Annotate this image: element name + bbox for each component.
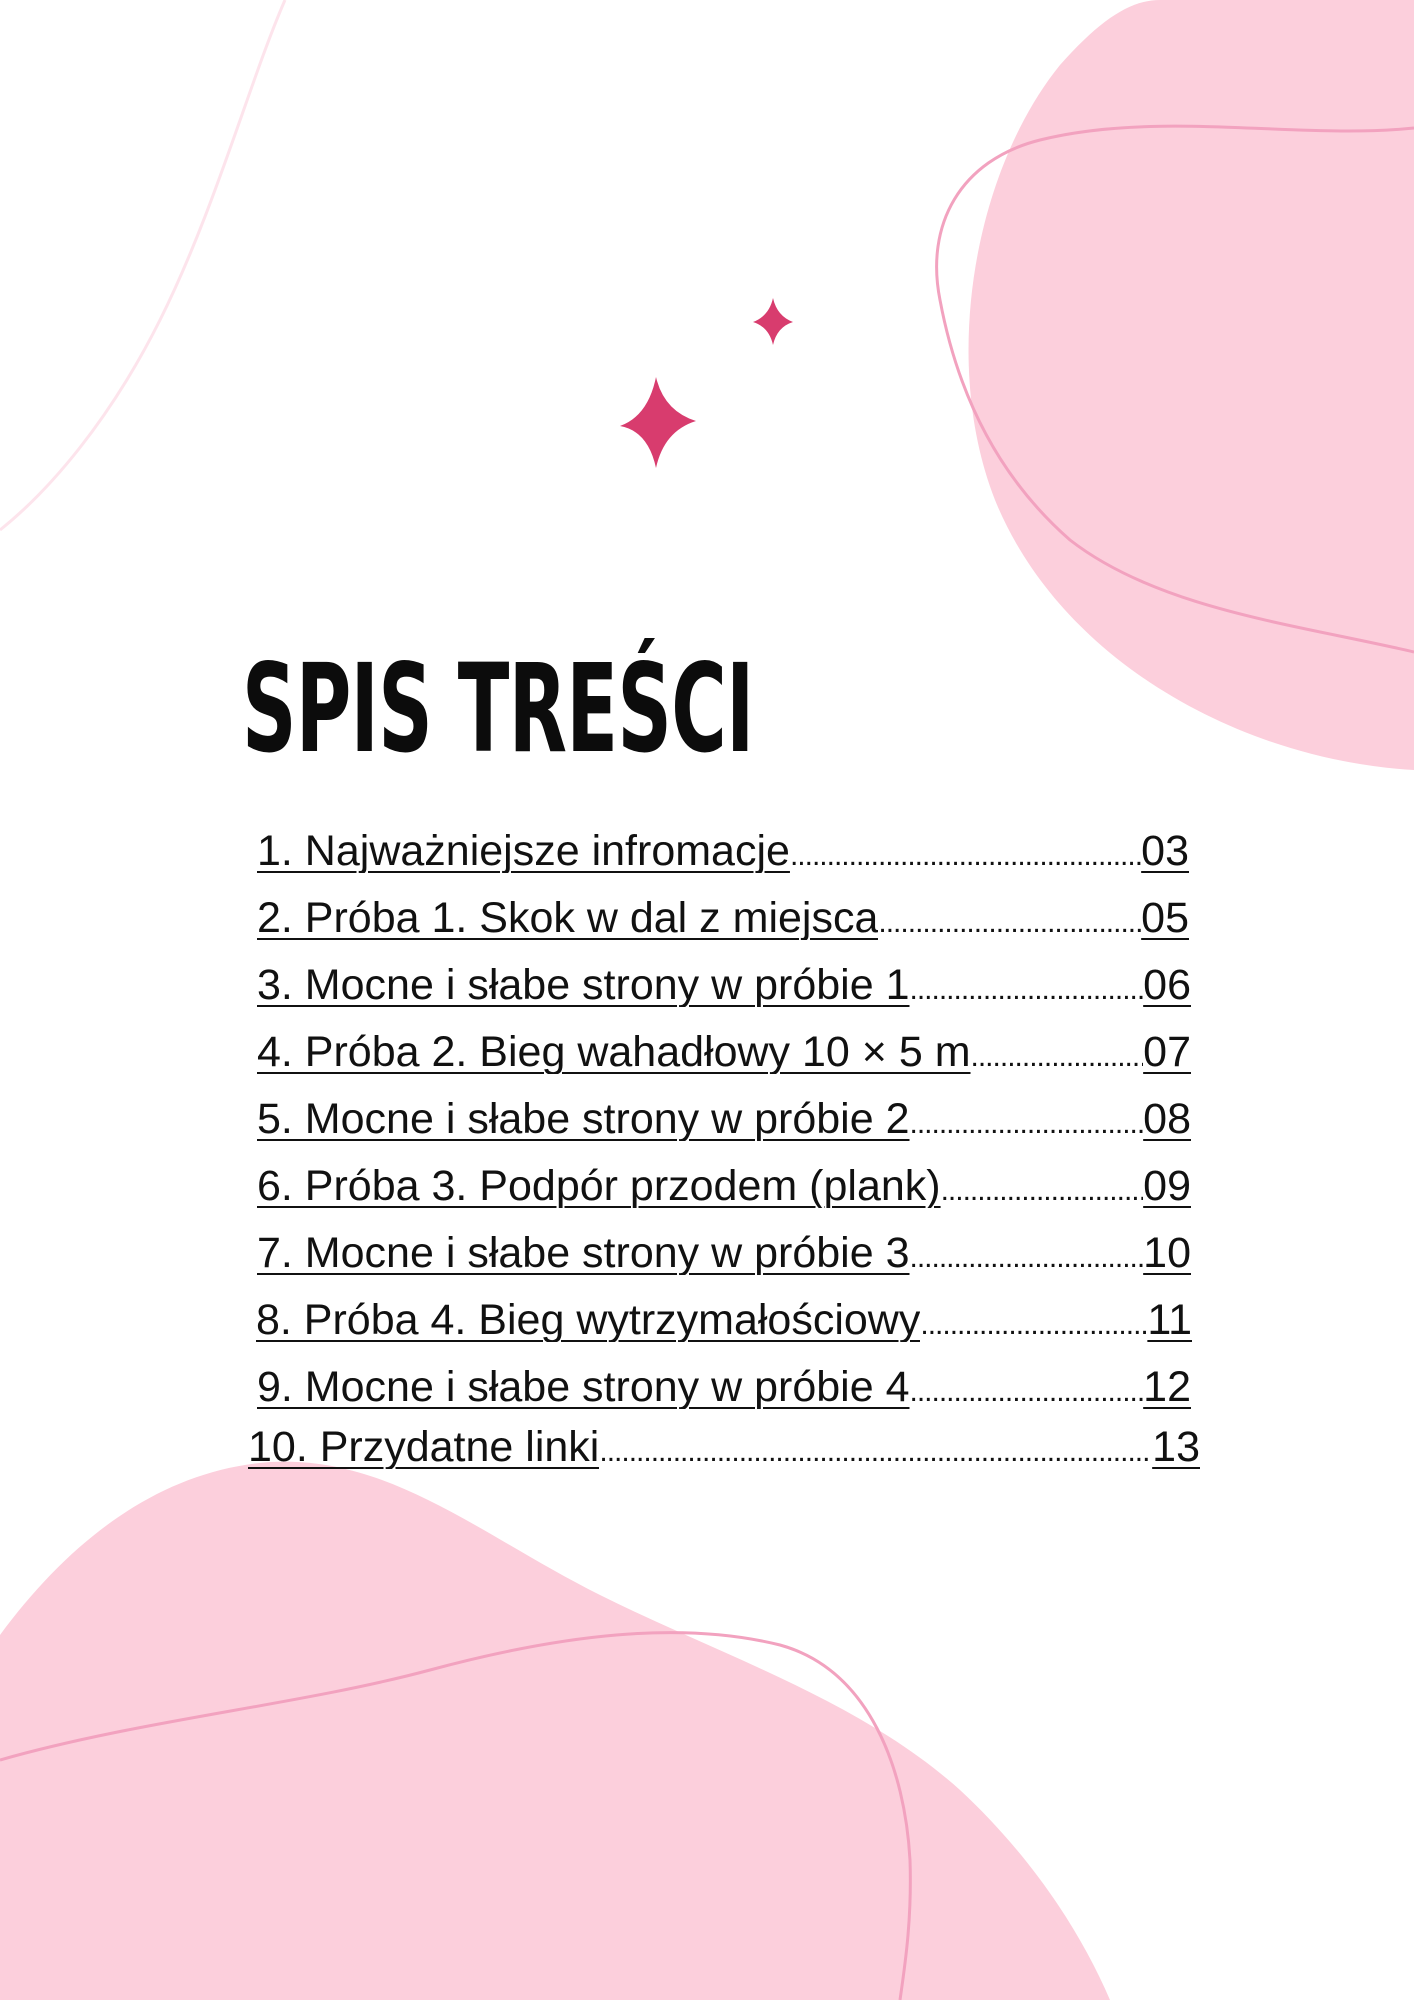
toc-leader-dots [599, 1437, 1152, 1467]
toc-item-label: 5. Mocne i słabe strony w próbie 2 [257, 1098, 910, 1141]
toc-item-6[interactable] [257, 1162, 1191, 1210]
toc-item-page: 11 [1147, 1296, 1192, 1344]
toc-item-3[interactable] [257, 961, 1191, 1009]
toc-item-label: 3. Mocne i słabe strony w próbie 1 [257, 964, 910, 1007]
toc-item-page: 06 [1143, 961, 1191, 1009]
toc-item-label: 9. Mocne i słabe strony w próbie 4 [257, 1366, 910, 1409]
toc-item-page: 07 [1143, 1028, 1191, 1076]
toc-item-page: 05 [1141, 894, 1189, 942]
toc-leader-dots [971, 1042, 1144, 1072]
toc-item-page: 03 [1141, 827, 1189, 875]
toc-item-4[interactable] [257, 1028, 1191, 1076]
toc-item-label: 4. Próba 2. Bieg wahadłowy 10 × 5 m [257, 1031, 971, 1074]
toc-leader-dots [910, 1109, 1144, 1139]
toc-leader-dots [910, 1243, 1144, 1273]
toc-item-page: 10 [1143, 1229, 1191, 1277]
toc-item-9[interactable] [257, 1363, 1191, 1411]
toc-item-2[interactable] [257, 894, 1189, 942]
toc-item-8[interactable] [256, 1296, 1192, 1344]
toc-leader-dots [941, 1176, 1144, 1206]
toc-item-label: 1. Najważniejsze infromacje [257, 830, 790, 873]
toc-item-label: 8. Próba 4. Bieg wytrzymałościowy [256, 1299, 921, 1342]
toc-item-page: 12 [1143, 1363, 1191, 1411]
toc-item-page: 08 [1143, 1095, 1191, 1143]
toc-leader-dots [790, 841, 1141, 871]
toc-item-5[interactable] [257, 1095, 1191, 1143]
toc-item-page: 13 [1152, 1423, 1200, 1471]
toc-item-page: 09 [1143, 1162, 1191, 1210]
toc-item-label: 7. Mocne i słabe strony w próbie 3 [257, 1232, 910, 1275]
toc-leader-dots [920, 1310, 1147, 1340]
toc-leader-dots [910, 1377, 1144, 1407]
toc-leader-dots [910, 975, 1144, 1005]
page-title: SPIS TREŚCI [242, 638, 754, 780]
toc-item-label: 2. Próba 1. Skok w dal z miejsca [257, 897, 879, 940]
toc-item-7[interactable] [257, 1229, 1191, 1277]
toc-item-label: 6. Próba 3. Podpór przodem (plank) [257, 1165, 941, 1208]
toc-item-label: 10. Przydatne linki [248, 1426, 600, 1469]
toc-item-1[interactable] [257, 827, 1189, 875]
toc-leader-dots [878, 908, 1141, 938]
toc-item-10[interactable] [248, 1423, 1200, 1471]
